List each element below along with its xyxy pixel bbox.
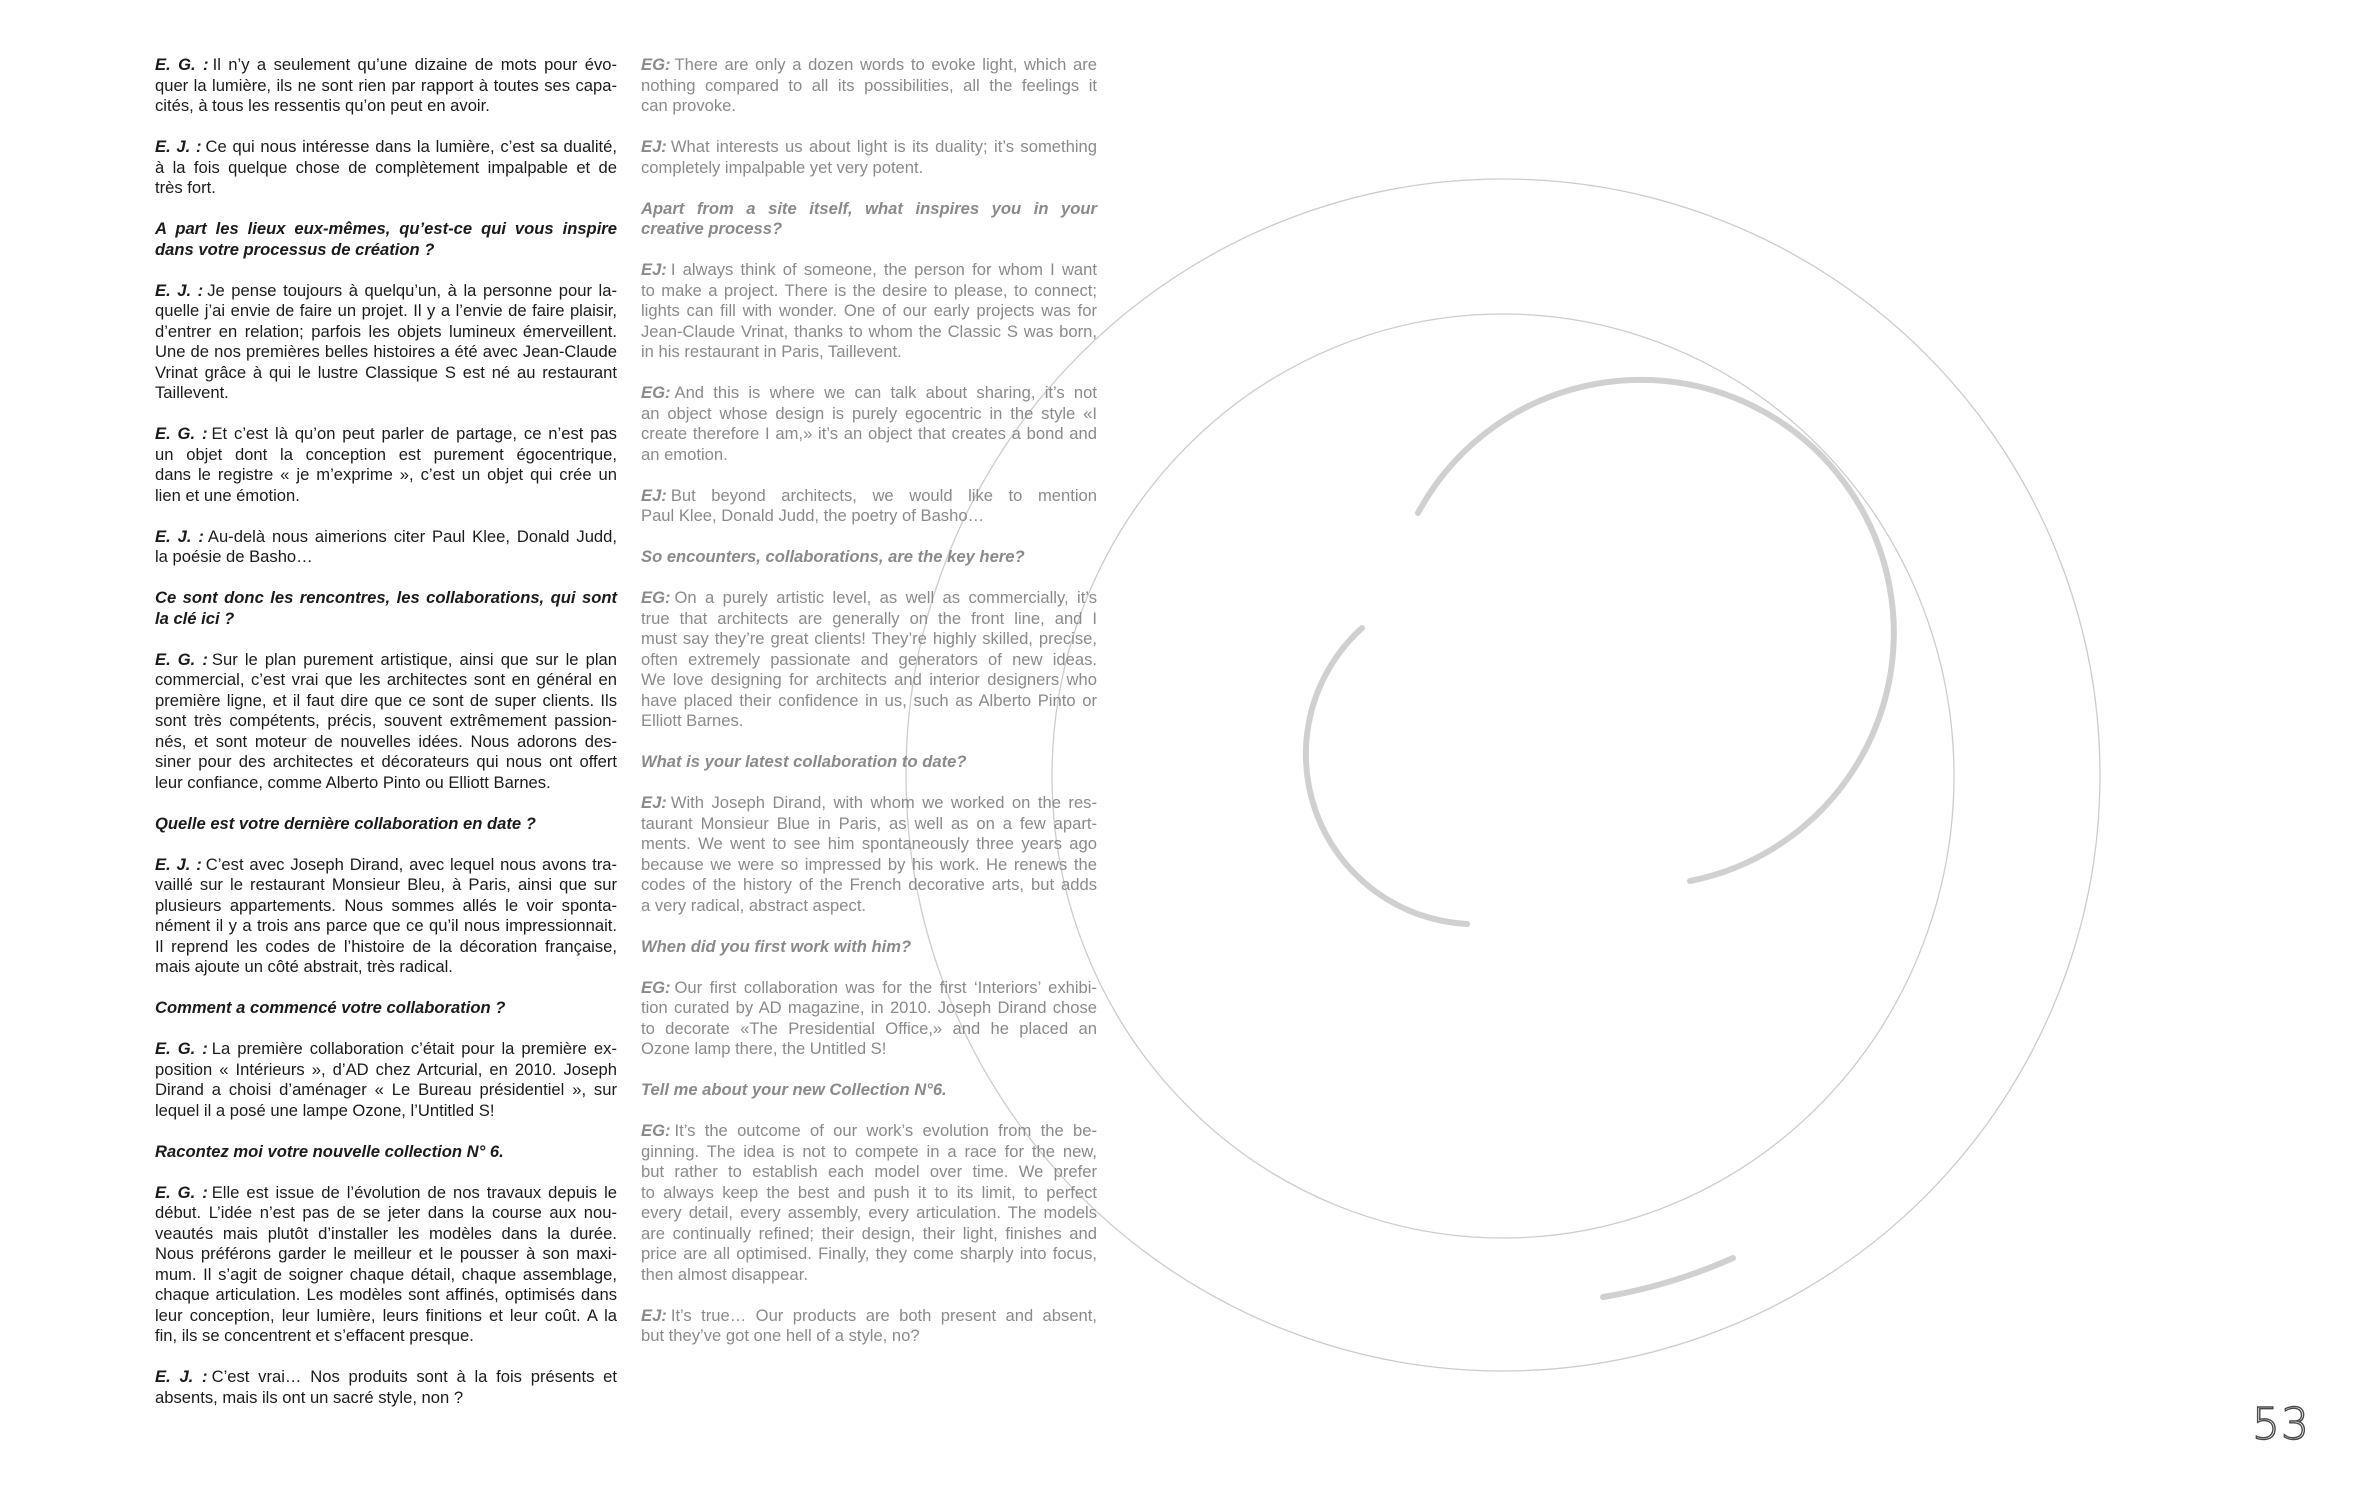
line-text: un objet dont la conception est purement égocentrique, xyxy=(155,444,617,464)
english-interview-column xyxy=(641,55,1097,1347)
text-line xyxy=(155,1060,617,1081)
line-text: lequel il a posé une lampe Ozone, l’Untitled S! xyxy=(155,1100,495,1120)
line-text: We love designing for architects and interior designers who xyxy=(641,670,1097,689)
line-text: Il reprend les codes de l’histoire de la décoration française, xyxy=(155,936,617,956)
line-text: There are only a dozen words to evoke light, which are xyxy=(674,55,1097,74)
thick-arc-2 xyxy=(1603,1258,1733,1297)
line-text: veautés mais plutôt d’installer les modèles dans la durée. xyxy=(155,1223,617,1243)
interview-question xyxy=(641,199,1097,240)
speaker-label: E. J. : xyxy=(155,1367,208,1386)
text-line xyxy=(155,711,617,732)
text-line xyxy=(641,855,1097,876)
line-text: to decorate «The Presidential Office,» and he placed an xyxy=(641,1018,1097,1038)
interview-answer xyxy=(641,486,1097,527)
text-line xyxy=(641,404,1097,425)
line-text: Quelle est votre dernière collaboration en date ? xyxy=(155,813,536,833)
text-line xyxy=(155,1183,617,1204)
text-line xyxy=(641,281,1097,302)
line-text: can provoke. xyxy=(641,96,737,115)
text-line xyxy=(155,1388,617,1409)
line-text: a very radical, abstract aspect. xyxy=(641,895,867,915)
line-text: Je pense toujours à quelqu’un, à la personne pour la- xyxy=(207,280,617,300)
text-line xyxy=(155,96,617,117)
text-line xyxy=(155,1285,617,1306)
text-line xyxy=(155,609,617,630)
speaker-label: E. J. : xyxy=(155,854,202,874)
text-line xyxy=(641,691,1097,712)
line-text: Jean-Claude Vrinat, thanks to whom the Classic S was born, xyxy=(641,321,1097,341)
thick-arc-0 xyxy=(1418,380,1894,881)
text-line xyxy=(155,363,617,384)
text-line xyxy=(641,424,1097,445)
text-line xyxy=(641,1162,1097,1183)
line-text: dans le registre « je m’exprime », c’est un objet qui crée un xyxy=(155,465,617,484)
speaker-label: EG: xyxy=(641,977,671,997)
text-line xyxy=(641,1265,1097,1286)
speaker-label: EG: xyxy=(641,55,671,74)
line-text: because we were so impressed by his work. He renews the xyxy=(641,854,1097,874)
line-text: tion curated by AD magazine, in 2010. Joseph Dirand chose xyxy=(641,998,1097,1017)
line-text: lights can fill with wonder. One of our early projects was for xyxy=(641,301,1097,320)
text-line xyxy=(155,76,617,97)
text-line xyxy=(155,486,617,507)
line-text: So encounters, collaborations, are the key here? xyxy=(641,547,1025,566)
text-line xyxy=(641,1142,1097,1163)
text-line xyxy=(155,1203,617,1224)
line-text: leur conception, leur lumière, leurs finitions et leur coût. A la xyxy=(155,1305,617,1325)
speaker-label: EG: xyxy=(641,383,671,402)
text-line xyxy=(641,588,1097,609)
text-line xyxy=(641,998,1097,1019)
interview-answer xyxy=(155,1367,617,1408)
interview-question xyxy=(155,1142,617,1163)
speaker-label: EJ: xyxy=(641,793,667,812)
line-text: to always keep the best and push it to its limit, to perfect xyxy=(641,1182,1097,1202)
line-text: With Joseph Dirand, with whom we worked on the res- xyxy=(670,793,1097,812)
text-line xyxy=(155,137,617,158)
interview-answer xyxy=(155,527,617,568)
text-line xyxy=(155,855,617,876)
text-line xyxy=(641,1121,1097,1142)
line-text: price are all optimised. Finally, they come sharply into focus, xyxy=(641,1244,1097,1263)
line-text: quer la lumière, ils ne sont rien par rapport à toutes ses capa- xyxy=(155,75,617,95)
line-text: Ce sont donc les rencontres, les collaborations, qui sont xyxy=(155,588,617,607)
text-line xyxy=(641,1039,1097,1060)
text-line xyxy=(155,465,617,486)
line-text: mum. Il s’agit de soigner chaque détail, chaque assemblage, xyxy=(155,1264,617,1284)
interview-answer xyxy=(155,137,617,199)
line-text: Paul Klee, Donald Judd, the poetry of Basho… xyxy=(641,506,985,525)
interview-answer xyxy=(155,424,617,506)
line-text: Elle est issue de l’évolution de nos travaux depuis le xyxy=(211,1182,617,1202)
interview-question xyxy=(641,752,1097,773)
text-line xyxy=(155,445,617,466)
text-line xyxy=(641,1306,1097,1327)
speaker-label: E. J. : xyxy=(155,280,204,300)
speaker-label: EG: xyxy=(641,1121,671,1140)
text-line xyxy=(155,55,617,76)
line-text: but they’ve got one hell of a style, no? xyxy=(641,1326,920,1345)
text-line xyxy=(641,793,1097,814)
line-text: an object whose design is purely egocentric in the style «I xyxy=(641,403,1097,423)
speaker-label: E. G. : xyxy=(155,649,208,669)
line-text: taurant Monsieur Blue in Paris, as well as on a few apart- xyxy=(641,813,1097,833)
line-text: It’s the outcome of our work’s evolution from the be- xyxy=(674,1121,1097,1140)
text-line xyxy=(155,527,617,548)
text-line xyxy=(641,711,1097,732)
line-text: but rather to establish each model over time. We prefer xyxy=(641,1162,1097,1181)
interview-answer xyxy=(641,55,1097,117)
text-line xyxy=(155,650,617,671)
line-text: plusieurs appartements. Nous sommes allés le voir sponta- xyxy=(155,895,617,915)
line-text: must say they’re great clients! They’re highly skilled, precise, xyxy=(641,629,1097,648)
line-text: siner pour des architectes et décorateurs qui nous ont offert xyxy=(155,752,617,771)
text-line xyxy=(155,814,617,835)
text-line xyxy=(155,1224,617,1245)
line-text: C’est vrai… Nos produits sont à la fois présents et xyxy=(211,1367,618,1386)
text-line xyxy=(641,609,1097,630)
line-text: première ligne, et il faut dire que ce sont de super clients. Ils xyxy=(155,690,617,710)
text-line xyxy=(155,424,617,445)
line-text: Taillevent. xyxy=(155,383,229,402)
text-line xyxy=(155,875,617,896)
line-text: nés, et sont moteur de nouvelles idées. Nous adorons des- xyxy=(155,731,617,751)
speaker-label: EJ: xyxy=(641,137,667,156)
text-line xyxy=(641,1244,1097,1265)
speaker-label: EJ: xyxy=(641,1305,667,1325)
text-line xyxy=(641,978,1097,999)
line-text: chaque articulation. Les modèles sont affinés, optimisés dans xyxy=(155,1285,617,1304)
line-text: la clé ici ? xyxy=(155,608,235,628)
text-line xyxy=(641,199,1097,220)
line-text: C’est avec Joseph Dirand, avec lequel nous avons tra- xyxy=(205,854,617,874)
interview-answer xyxy=(155,650,617,794)
text-line xyxy=(155,998,617,1019)
text-line xyxy=(155,301,617,322)
line-text: d’entrer en relation; parfois les objets lumineux émerveillent. xyxy=(155,321,617,341)
text-line xyxy=(155,342,617,363)
line-text: creative process? xyxy=(641,219,783,238)
text-line xyxy=(155,219,617,240)
interview-answer xyxy=(641,383,1097,465)
line-text: Une de nos premières belles histoires a été avec Jean-Claude xyxy=(155,342,617,361)
text-line xyxy=(155,383,617,404)
line-text: Comment a commencé votre collaboration ? xyxy=(155,998,506,1017)
text-line xyxy=(641,1203,1097,1224)
line-text: Elliott Barnes. xyxy=(641,711,744,730)
interview-answer xyxy=(641,588,1097,732)
text-line xyxy=(641,76,1097,97)
line-text: true that architects are generally on the front line, and I xyxy=(641,608,1097,628)
text-line xyxy=(155,178,617,199)
interview-answer xyxy=(641,1121,1097,1285)
line-text: What interests us about light is its duality; it’s something xyxy=(670,137,1097,156)
line-text: début. L’idée n’est pas de se jeter dans la course aux nou- xyxy=(155,1203,617,1222)
line-text: When did you first work with him? xyxy=(641,936,912,956)
text-line xyxy=(155,1039,617,1060)
text-line xyxy=(641,445,1097,466)
interview-answer xyxy=(641,137,1097,178)
line-text: Et c’est là qu’on peut parler de partage, ce n’est pas xyxy=(211,424,617,443)
line-text: Ce qui nous intéresse dans la lumière, c’est sa dualité, xyxy=(205,137,618,156)
text-line xyxy=(641,342,1097,363)
text-line xyxy=(641,322,1097,343)
speaker-label: EG: xyxy=(641,588,671,607)
line-text: dans votre processus de création ? xyxy=(155,239,435,259)
line-text: Au-delà nous aimerions citer Paul Klee, Donald Judd, xyxy=(207,526,617,546)
text-line xyxy=(641,55,1097,76)
text-line xyxy=(155,322,617,343)
line-text: create therefore I am,» it’s an object that creates a bond and xyxy=(641,424,1097,443)
text-line xyxy=(155,1244,617,1265)
line-text: Il n’y a seulement qu’une dizaine de mots pour évo- xyxy=(212,55,617,74)
line-text: commercial, c’est vrai que les architectes sont en général en xyxy=(155,670,617,689)
page-number: 53 xyxy=(2252,1399,2310,1450)
line-text: Sur le plan purement artistique, ainsi que sur le plan xyxy=(211,649,617,669)
french-interview-column xyxy=(155,55,617,1408)
text-line xyxy=(641,875,1097,896)
text-line xyxy=(155,547,617,568)
text-line xyxy=(641,547,1097,568)
line-text: have placed their confidence in us, such as Alberto Pinto or xyxy=(641,690,1097,710)
line-text: I always think of someone, the person for whom I want xyxy=(670,260,1097,279)
interview-answer xyxy=(155,55,617,117)
speaker-label: E. G. : xyxy=(155,1039,208,1058)
line-text: Tell me about your new Collection N°6. xyxy=(641,1080,947,1099)
text-line xyxy=(155,1265,617,1286)
text-line xyxy=(155,1306,617,1327)
interview-answer xyxy=(155,281,617,404)
interview-answer xyxy=(641,1306,1097,1347)
interview-answer xyxy=(155,1039,617,1121)
text-line xyxy=(155,773,617,794)
text-line xyxy=(641,650,1097,671)
line-text: cités, à tous les ressentis qu’on peut en avoir. xyxy=(155,96,490,115)
interview-question xyxy=(155,588,617,629)
text-line xyxy=(155,732,617,753)
text-line xyxy=(155,1142,617,1163)
text-line xyxy=(641,629,1097,650)
line-text: leur confiance, comme Alberto Pinto ou Elliott Barnes. xyxy=(155,772,551,792)
text-line xyxy=(641,158,1097,179)
line-text: It’s true… Our products are both present and absent, xyxy=(670,1305,1097,1325)
line-text: ginning. The idea is not to compete in a race for the new, xyxy=(641,1141,1097,1161)
interview-question xyxy=(155,814,617,835)
line-text: nément il y a trois ans parce que ce qu’il nous impressionnait. xyxy=(155,916,617,935)
text-line xyxy=(641,96,1097,117)
text-line xyxy=(155,691,617,712)
line-text: codes of the history of the French decorative arts, but adds xyxy=(641,875,1097,894)
text-line xyxy=(155,240,617,261)
speaker-label: E. J. : xyxy=(155,137,202,156)
text-line xyxy=(641,1326,1097,1347)
line-text: an emotion. xyxy=(641,444,728,464)
thick-arcs xyxy=(1306,380,1894,1297)
line-text: But beyond architects, we would like to mention xyxy=(670,485,1097,505)
text-line xyxy=(641,137,1097,158)
interview-question xyxy=(641,1080,1097,1101)
speaker-label: E. G. : xyxy=(155,1182,208,1202)
line-text: quelle j’ai envie de faire un projet. Il y a l’envie de faire plaisir, xyxy=(155,301,617,320)
thin-circle-1 xyxy=(1052,314,1954,1238)
text-line xyxy=(155,916,617,937)
line-text: mais ajoute un côté abstrait, très radical. xyxy=(155,957,453,976)
text-line xyxy=(641,260,1097,281)
line-text: completely impalpable yet very potent. xyxy=(641,157,924,177)
line-text: every detail, every assembly, every articulation. The models xyxy=(641,1203,1097,1222)
interview-question xyxy=(155,998,617,1019)
line-text: A part les lieux eux-mêmes, qu’est-ce qui vous inspire xyxy=(155,219,617,238)
interview-question xyxy=(641,547,1097,568)
line-text: absents, mais ils ont un sacré style, non ? xyxy=(155,1387,464,1407)
line-text: Dirand a choisi d’aménager « Le Bureau présidentiel », sur xyxy=(155,1080,617,1099)
text-line xyxy=(155,1080,617,1101)
interview-question xyxy=(155,219,617,260)
line-text: vaillé sur le restaurant Monsieur Bleu, à Paris, ainsi que sur xyxy=(155,875,617,894)
line-text: And this is where we can talk about sharing, it’s not xyxy=(674,383,1097,402)
text-line xyxy=(641,383,1097,404)
text-line xyxy=(155,1326,617,1347)
line-text: la poésie de Basho… xyxy=(155,547,313,566)
line-text: La première collaboration c’était pour la première ex- xyxy=(211,1039,617,1058)
thick-arc-1 xyxy=(1306,628,1467,924)
text-line xyxy=(155,588,617,609)
text-line xyxy=(641,814,1097,835)
line-text: Ozone lamp there, the Untitled S! xyxy=(641,1039,887,1058)
line-text: sont très compétents, précis, souvent extrêmement passion- xyxy=(155,711,617,730)
text-line xyxy=(155,670,617,691)
text-line xyxy=(641,486,1097,507)
interview-answer xyxy=(641,260,1097,363)
line-text: Racontez moi votre nouvelle collection N° 6. xyxy=(155,1141,504,1161)
line-text: then almost disappear. xyxy=(641,1264,808,1284)
speaker-label: E. G. : xyxy=(155,55,209,74)
text-line xyxy=(641,301,1097,322)
text-line xyxy=(155,957,617,978)
interview-answer xyxy=(641,793,1097,916)
interview-answer xyxy=(155,1183,617,1347)
line-text: Nous préférons garder le meilleur et le pousser à son maxi- xyxy=(155,1244,617,1263)
line-text: in his restaurant in Paris, Taillevent. xyxy=(641,342,902,361)
line-text: are continually refined; their design, their light, finishes and xyxy=(641,1223,1097,1243)
line-text: position « Intérieurs », d’AD chez Artcurial, en 2010. Joseph xyxy=(155,1059,617,1079)
line-text: to make a project. There is the desire to please, to connect; xyxy=(641,280,1097,300)
text-line xyxy=(641,219,1097,240)
speaker-label: EJ: xyxy=(641,485,667,505)
text-line xyxy=(641,1080,1097,1101)
text-line xyxy=(155,937,617,958)
interview-answer xyxy=(155,855,617,978)
line-text: très fort. xyxy=(155,178,216,197)
line-text: What is your latest collaboration to date? xyxy=(641,752,967,771)
line-text: à la fois quelque chose de complètement impalpable et de xyxy=(155,157,617,177)
text-line xyxy=(155,281,617,302)
line-text: Vrinat grâce à qui le lustre Classique S est né au restaurant xyxy=(155,362,617,382)
text-line xyxy=(155,1101,617,1122)
text-line xyxy=(155,1367,617,1388)
text-line xyxy=(641,1224,1097,1245)
speaker-label: E. G. : xyxy=(155,424,208,443)
text-line xyxy=(641,1019,1097,1040)
speaker-label: EJ: xyxy=(641,260,667,279)
line-text: nothing compared to all its possibilities, all the feelings it xyxy=(641,75,1097,95)
interview-question xyxy=(641,937,1097,958)
text-line xyxy=(641,670,1097,691)
line-text: On a purely artistic level, as well as commercially, it’s xyxy=(674,588,1097,607)
line-text: often extremely passionate and generators of new ideas. xyxy=(641,649,1097,669)
text-line xyxy=(155,158,617,179)
line-text: ments. We went to see him spontaneously three years ago xyxy=(641,834,1097,853)
text-line xyxy=(155,896,617,917)
line-text: fin, ils se concentrent et s’effacent presque. xyxy=(155,1326,474,1345)
text-line xyxy=(641,506,1097,527)
speaker-label: E. J. : xyxy=(155,526,204,546)
text-line xyxy=(155,752,617,773)
text-line xyxy=(641,1183,1097,1204)
text-line xyxy=(641,752,1097,773)
line-text: Our first collaboration was for the first ‘Interiors’ exhibi- xyxy=(674,977,1097,997)
line-text: lien et une émotion. xyxy=(155,485,300,505)
text-line xyxy=(641,834,1097,855)
text-line xyxy=(641,896,1097,917)
text-line xyxy=(641,937,1097,958)
line-text: Apart from a site itself, what inspires you in your xyxy=(641,198,1097,218)
interview-answer xyxy=(641,978,1097,1060)
